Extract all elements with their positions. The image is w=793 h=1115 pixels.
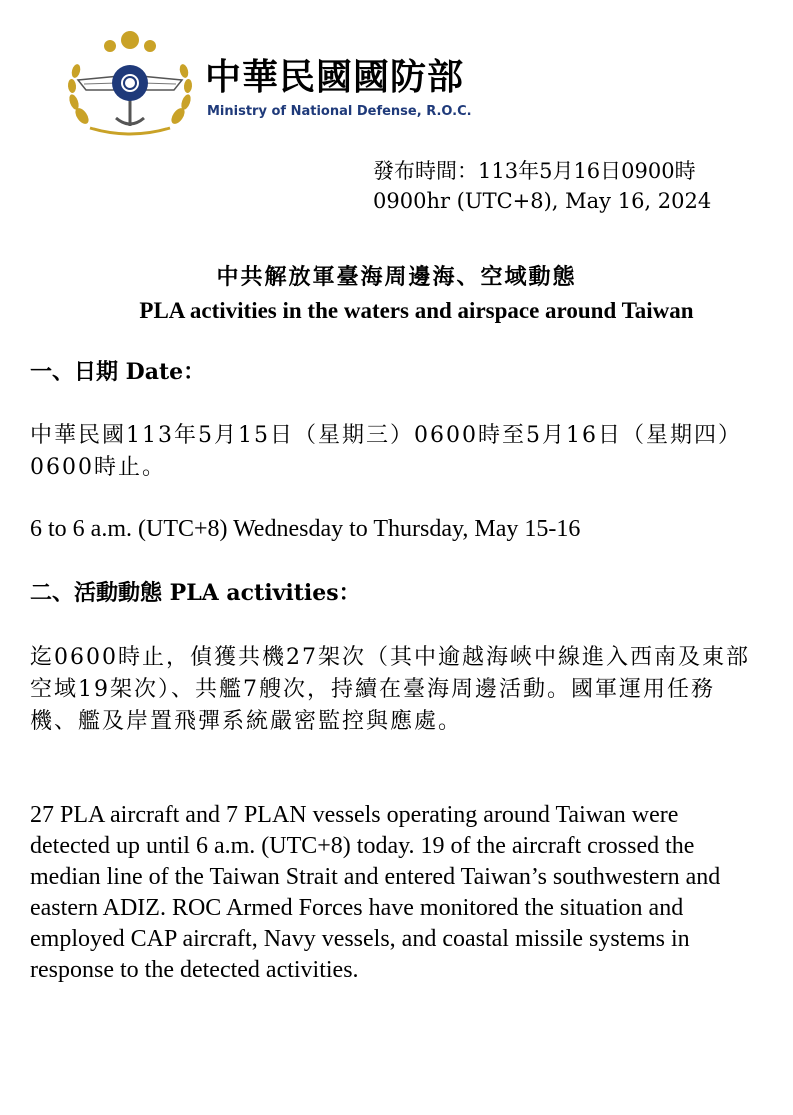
title-zh: 中共解放軍臺海周邊海、空域動態 — [216, 264, 577, 290]
release-time-zh: 發布時間：113年5月16日0900時 — [373, 159, 696, 183]
section-date-heading: 一、日期 Date： — [30, 359, 206, 385]
org-name-en: Ministry of National Defense, R.O.C. — [207, 104, 472, 119]
date-en: 6 to 6 a.m. (UTC+8) Wednesday to Thursday, May 15-16 — [30, 516, 581, 542]
date-zh: 中華民國113年5月15日（星期三）0600時至5月16日（星期四）0600時止。 — [30, 423, 742, 480]
release-time-en: 0900hr (UTC+8), May 16, 2024 — [373, 189, 712, 213]
activities-zh: 迄0600時止，偵獲共機27架次（其中逾越海峽中線進入西南及東部空域19架次）、共艦7艘次，持續在臺海周邊活動。國軍運用任務機、艦及岸置飛彈系統嚴密監控與應處。 — [30, 645, 750, 734]
org-name-zh: 中華民國國防部 — [205, 57, 465, 98]
release-time — [373, 156, 711, 216]
document-title — [0, 260, 793, 328]
title-en: PLA activities in the waters and airspace around Taiwan — [139, 298, 694, 323]
mnd-emblem-icon — [60, 28, 200, 140]
activities-en: 27 PLA aircraft and 7 PLAN vessels operating around Taiwan were detected up until 6 a.m. (UTC+8) today. 19 of the aircraft crossed the median line of the Taiwan Strait and entered Taiwan’s southwestern and eastern ADIZ. ROC Armed Forces have monitored the situation and employed CAP aircraft, Navy vessels, and coastal missile systems in response to the detected activities. — [30, 802, 721, 983]
section-activities-heading: 二、活動動態 PLA activities： — [30, 580, 361, 606]
